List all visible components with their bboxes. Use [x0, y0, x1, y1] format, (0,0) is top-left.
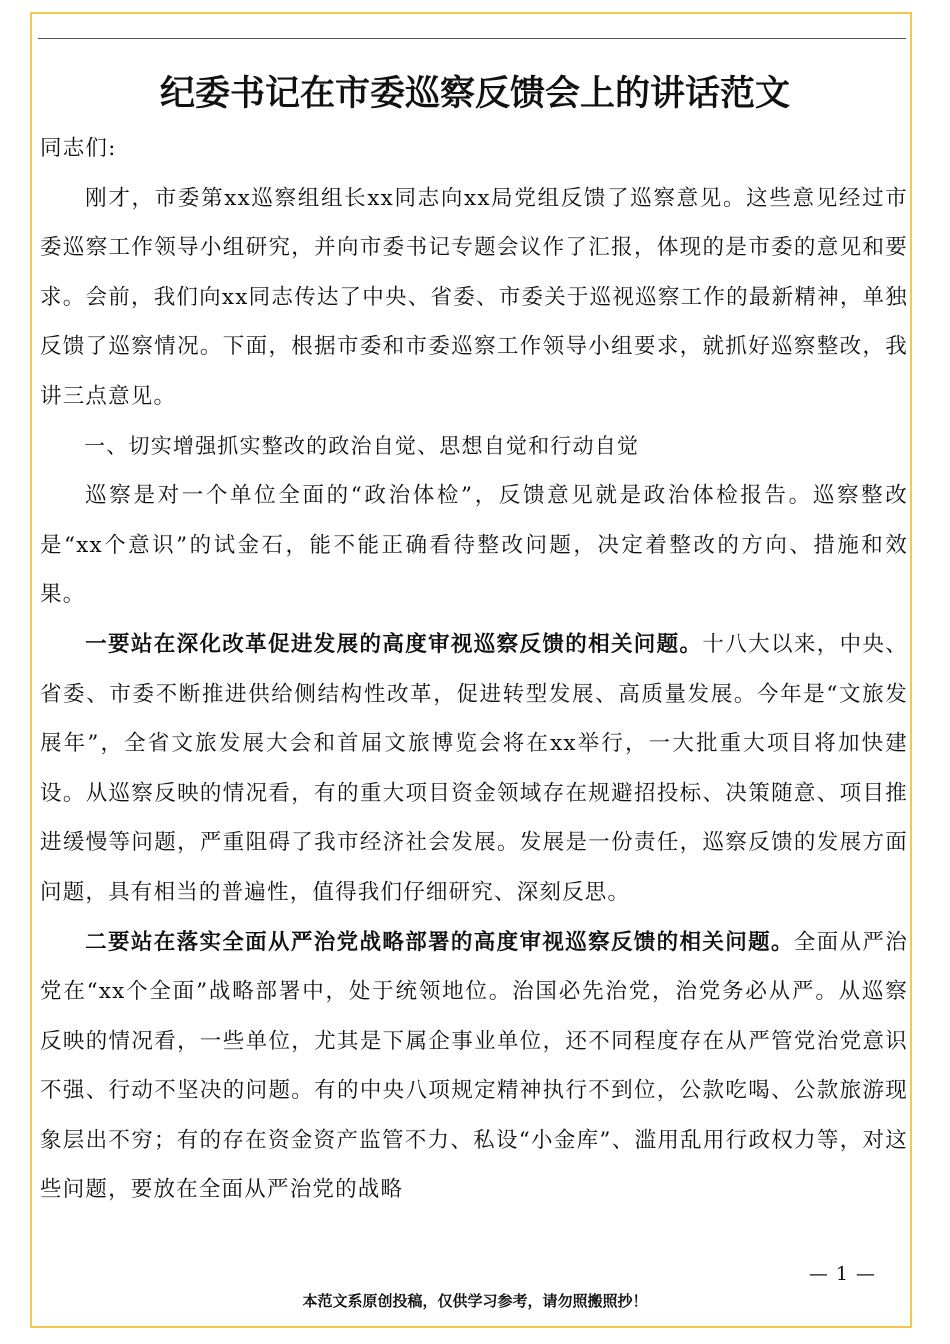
paragraph-lead: 一要站在深化改革促进发展的高度审视巡察反馈的相关问题。: [85, 631, 703, 657]
document-title: 纪委书记在市委巡察反馈会上的讲话范文: [159, 74, 790, 114]
section1-paragraph-1: [40, 471, 908, 620]
paragraph-text: 十八大以来，中央、省委、市委不断推进供给侧结构性改革，促进转型发展、高质量发展。今年是“文旅发展年”，全省文旅发展大会和首届文旅博览会将在xx举行，一大批重大项目将加快建设。从巡察反映的情况看，有的重大项目资金领域存在规避招投标、决策随意、项目推进缓慢等问题，严重阻碍了我市经济社会发展。发展是一份责任，巡察反馈的发展方面问题，具有相当的普遍性，值得我们仔细研究、深刻反思。: [40, 631, 908, 905]
paragraph-text: 刚才，市委第xx巡察组组长xx同志向xx局党组反馈了巡察意见。这些意见经过市委巡察工作领导小组研究，并向市委书记专题会议作了汇报，体现的是市委的意见和要求。会前，我们向xx同志传达了中央、省委、市委关于巡视巡察工作的最新精神，单独反馈了巡察情况。下面，根据市委和市委巡察工作领导小组要求，就抓好巡察整改，我讲三点意见。: [40, 185, 908, 409]
paragraph-text: 巡察是对一个单位全面的“政治体检”，反馈意见就是政治体检报告。巡察整改是“xx个意识”的试金石，能不能正确看待整改问题，决定着整改的方向、措施和效果。: [40, 483, 908, 608]
salutation: 同志们:: [40, 136, 117, 161]
document-body: [40, 124, 908, 1215]
opening-paragraph: [40, 174, 908, 422]
section1-paragraph-2: [40, 620, 908, 918]
header-rule: [38, 38, 906, 39]
page-number: — 1 —: [808, 1263, 876, 1285]
section1-paragraph-3: [40, 918, 908, 1216]
footer-disclaimer: 本范文系原创投稿，仅供学习参考，请勿照搬照抄！: [302, 1292, 648, 1310]
paragraph-lead: 二要站在落实全面从严治党战略部署的高度审视巡察反馈的相关问题。: [85, 929, 794, 955]
paragraph-text: 全面从严治党在“xx个全面”战略部署中，处于统领地位。治国必先治党，治党务必从严。从巡察反映的情况看，一些单位，尤其是下属企事业单位，还不同程度存在从严管党治党意识不强、行动不坚决的问题。有的中央八项规定精神执行不到位，公款吃喝、公款旅游现象层出不穷；有的存在资金资产监管不力、私设“小金库”、滥用乱用行政权力等，对这些问题，要放在全面从严治党的战略: [40, 929, 908, 1203]
section-heading-1: 一、切实增强抓实整改的政治自觉、思想自觉和行动自觉: [84, 433, 640, 458]
